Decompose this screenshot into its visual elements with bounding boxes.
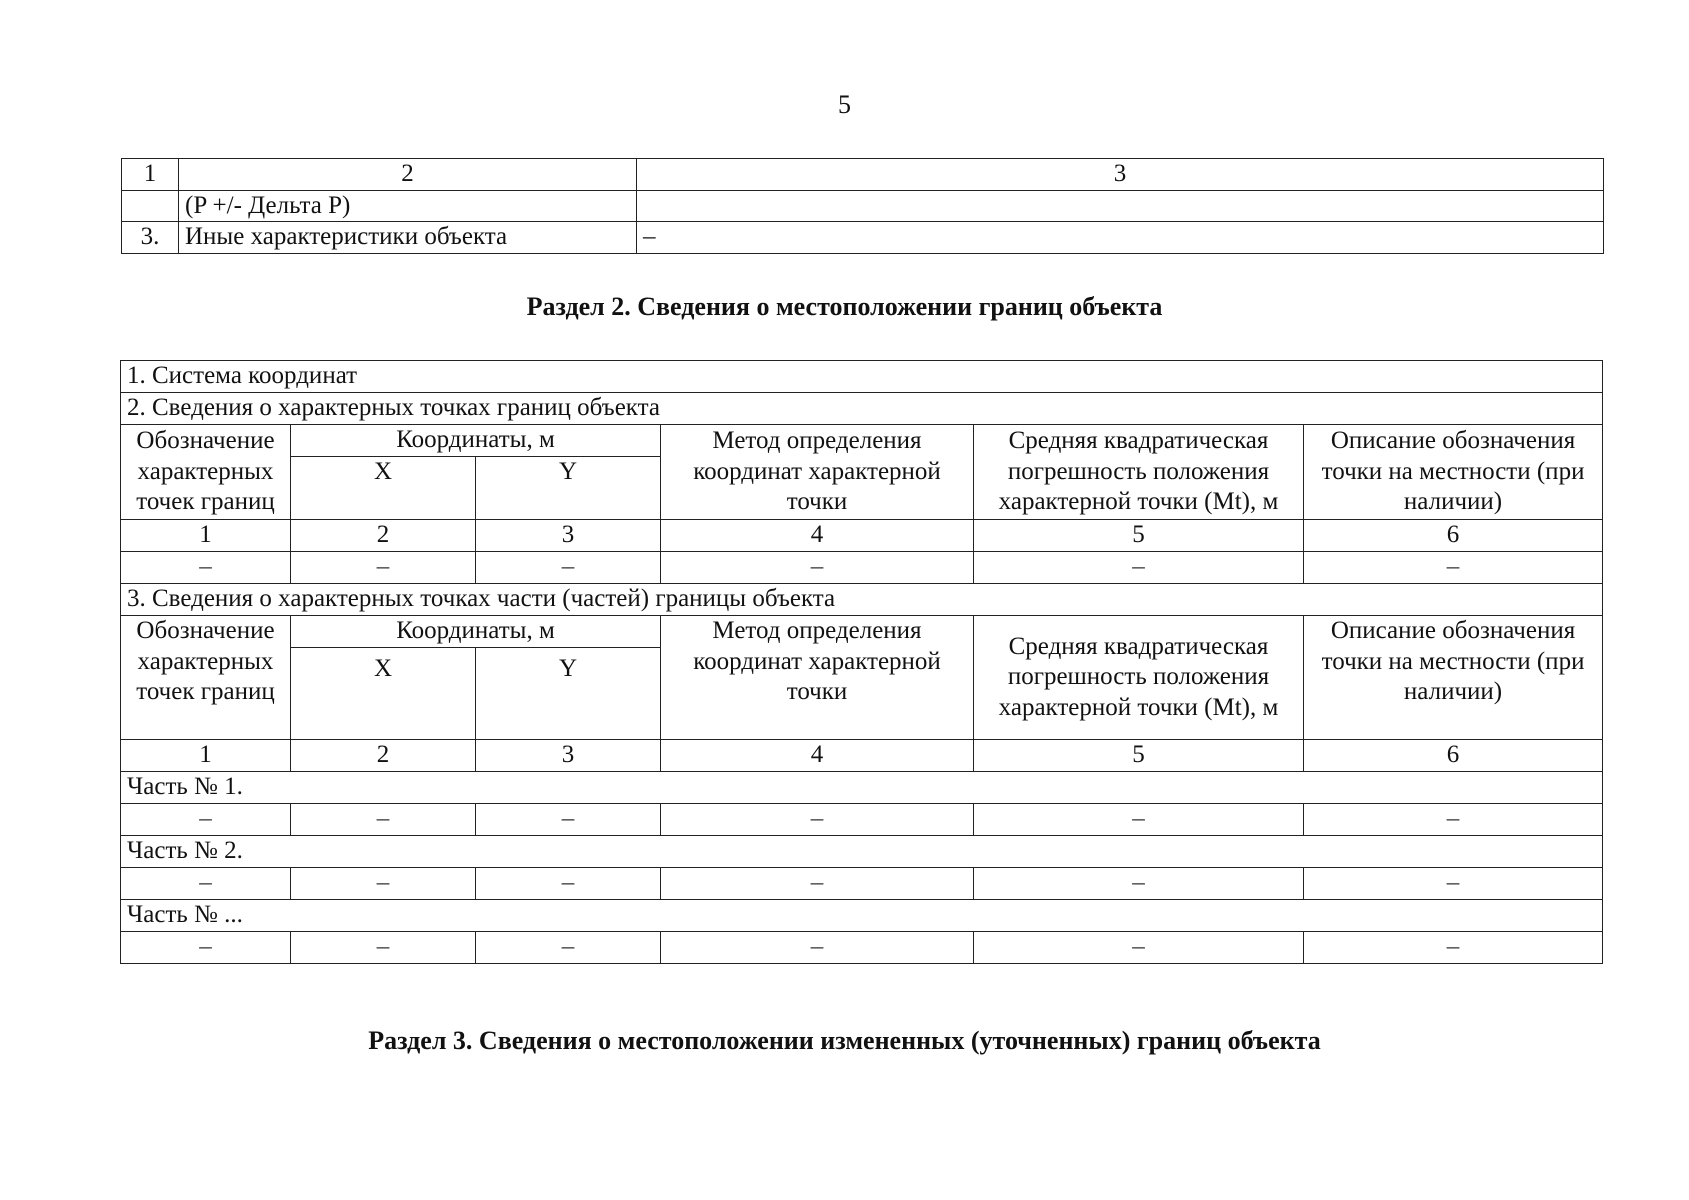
table-cell: – [476, 804, 661, 836]
block-3-header-row [121, 616, 1603, 648]
section-3-heading: Раздел 3. Сведения о местоположении измененных (уточненных) границ объекта [368, 1026, 1321, 1055]
column-number: 5 [974, 740, 1304, 772]
col-error-header: Средняя квадратическая погрешность положения характерной точки (Mt), м [974, 425, 1304, 520]
col-desc-header: Описание обозначения точки на местности (при наличии) [1304, 616, 1603, 740]
part-label: Часть № ... [121, 900, 1603, 932]
column-number-1: 1 [122, 159, 179, 191]
coord-system-label: 1. Система координат [121, 361, 1603, 393]
part-label: Часть № 1. [121, 772, 1603, 804]
column-number: 1 [121, 520, 291, 552]
table-cell: – [1304, 804, 1603, 836]
row-number: 3. [122, 222, 179, 254]
table-row [121, 552, 1603, 584]
row-name: (P +/- Дельта P) [179, 190, 637, 222]
coord-system-row [121, 361, 1603, 393]
table-row [121, 868, 1603, 900]
boundary-points-table [120, 360, 1603, 964]
table-cell: – [121, 868, 291, 900]
block-3-title: 3. Сведения о характерных точках части (частей) границы объекта [121, 584, 1603, 616]
column-number: 2 [291, 520, 476, 552]
row-value [637, 190, 1604, 222]
block-2-title-row [121, 393, 1603, 425]
block-2-title: 2. Сведения о характерных точках границ объекта [121, 393, 1603, 425]
table-cell: – [974, 868, 1304, 900]
col-x-header: X [291, 457, 476, 520]
column-number: 3 [476, 520, 661, 552]
table-cell: – [974, 552, 1304, 584]
column-number-3: 3 [637, 159, 1604, 191]
col-y-header: Y [476, 457, 661, 520]
column-number: 3 [476, 740, 661, 772]
table-row [122, 190, 1604, 222]
table-cell: – [661, 868, 974, 900]
table-cell: – [661, 804, 974, 836]
table-cell: – [476, 868, 661, 900]
table-cell: – [974, 804, 1304, 836]
table-row [122, 222, 1604, 254]
column-number: 2 [291, 740, 476, 772]
table-row [121, 932, 1603, 964]
block-2-header-row [121, 425, 1603, 457]
part-1-label-row [121, 772, 1603, 804]
table-cell: – [121, 804, 291, 836]
table-cell: – [661, 932, 974, 964]
row-number [122, 190, 179, 222]
column-number: 6 [1304, 520, 1603, 552]
table-cell: – [291, 932, 476, 964]
column-number: 4 [661, 740, 974, 772]
column-number: 5 [974, 520, 1304, 552]
table-cell: – [661, 552, 974, 584]
table-row [121, 804, 1603, 836]
col-desc-header: Описание обозначения точки на местности (при наличии) [1304, 425, 1603, 520]
col-error-header: Средняя квадратическая погрешность положения характерной точки (Mt), м [974, 616, 1304, 740]
characteristics-table [121, 158, 1604, 254]
part-n-label-row [121, 900, 1603, 932]
column-number: 1 [121, 740, 291, 772]
row-name: Иные характеристики объекта [179, 222, 637, 254]
part-label: Часть № 2. [121, 836, 1603, 868]
page-number: 5 [838, 90, 851, 119]
table-header-row [122, 159, 1604, 191]
table-cell: – [476, 552, 661, 584]
col-point-header: Обозначение характерных точек границ [121, 425, 291, 520]
col-method-header: Метод определения координат характерной точки [661, 425, 974, 520]
table-cell: – [121, 932, 291, 964]
table-cell: – [291, 804, 476, 836]
block-3-numbers-row [121, 740, 1603, 772]
block-2-numbers-row [121, 520, 1603, 552]
col-point-header: Обозначение характерных точек границ [121, 616, 291, 740]
col-y-header: Y [476, 648, 661, 740]
col-method-header: Метод определения координат характерной точки [661, 616, 974, 740]
col-coords-header: Координаты, м [291, 425, 661, 457]
row-value: – [637, 222, 1604, 254]
table-cell: – [476, 932, 661, 964]
table-cell: – [121, 552, 291, 584]
column-number-2: 2 [179, 159, 637, 191]
part-2-label-row [121, 836, 1603, 868]
col-coords-header: Координаты, м [291, 616, 661, 648]
column-number: 4 [661, 520, 974, 552]
table-cell: – [1304, 932, 1603, 964]
table-cell: – [291, 552, 476, 584]
table-cell: – [1304, 868, 1603, 900]
table-cell: – [291, 868, 476, 900]
section-2-heading: Раздел 2. Сведения о местоположении границ объекта [526, 292, 1163, 321]
col-x-header: X [291, 648, 476, 740]
table-cell: – [1304, 552, 1603, 584]
table-cell: – [974, 932, 1304, 964]
column-number: 6 [1304, 740, 1603, 772]
block-3-title-row [121, 584, 1603, 616]
